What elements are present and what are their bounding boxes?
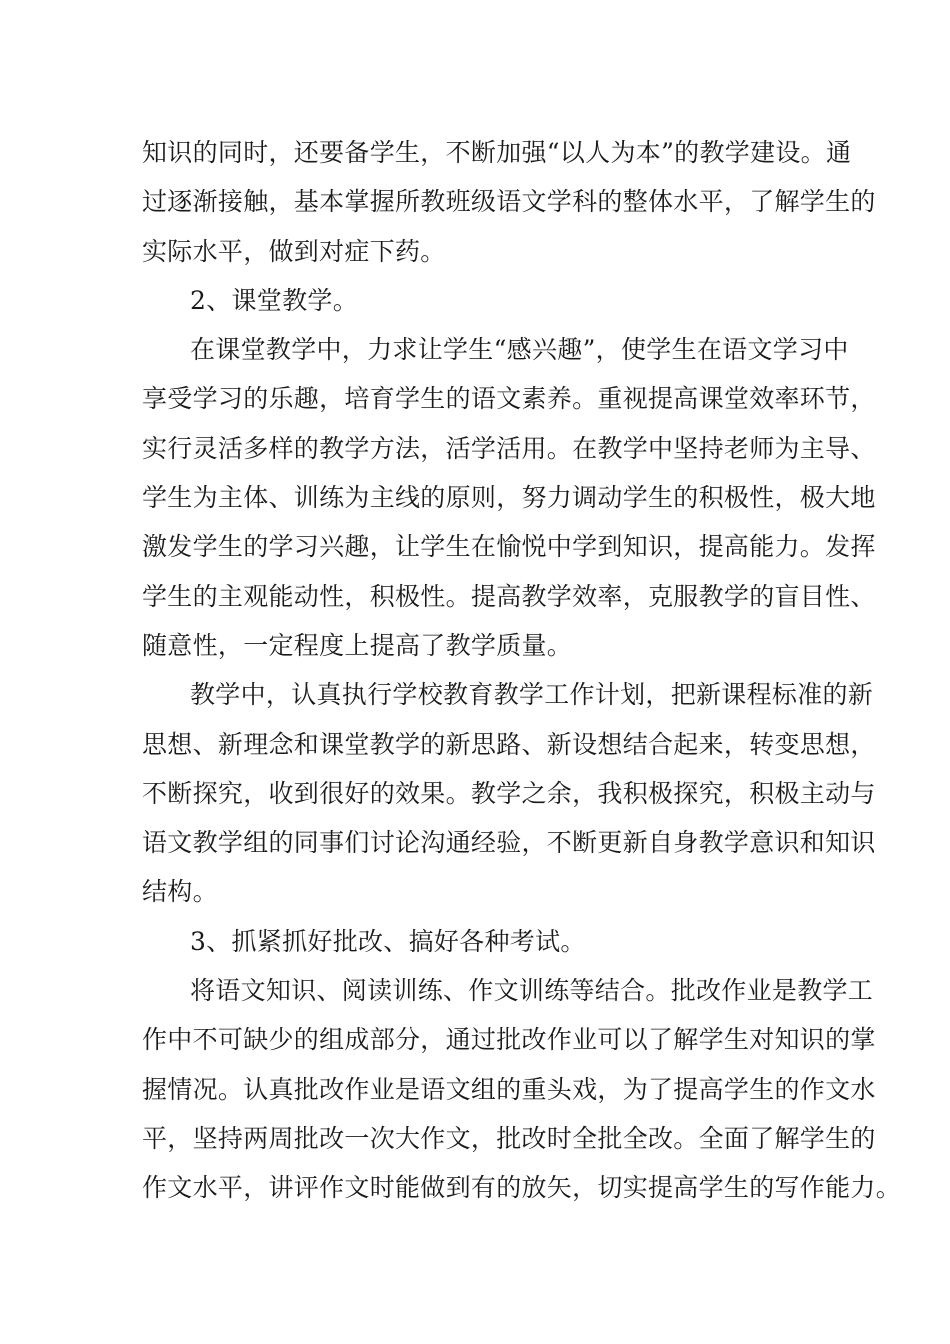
text-line: 知识的同时，还要备学生，不断加强“以人为本”的教学建设。通 xyxy=(142,138,852,167)
section-heading: 3、抓紧抓好批改、搞好各种考试。 xyxy=(190,926,586,956)
text-line: 语文教学组的同事们讨论沟通经验，不断更新自身教学意识和知识 xyxy=(142,828,876,858)
text-line: 享受学习的乐趣，培育学生的语文素养。重视提高课堂效率环节， xyxy=(142,384,876,414)
text-line: 教学中，认真执行学校教育教学工作计划，把新课程标准的新 xyxy=(190,680,874,710)
text-line: 实行灵活多样的教学方法，活学活用。在教学中坚持老师为主导、 xyxy=(142,433,876,463)
text-line: 激发学生的学习兴趣，让学生在愉悦中学到知识，提高能力。发挥 xyxy=(142,532,876,562)
text-line: 将语文知识、阅读训练、作文训练等结合。批改作业是教学工 xyxy=(190,976,874,1006)
text-line: 在课堂教学中，力求让学生“感兴趣”，使学生在语文学习中 xyxy=(190,335,849,365)
text-line: 实际水平，做到对症下药。 xyxy=(142,236,446,266)
text-line: 握情况。认真批改作业是语文组的重头戏，为了提高学生的作文水 xyxy=(142,1074,876,1104)
text-line: 作文水平，讲评作文时能做到有的放矢，切实提高学生的写作能力。 xyxy=(142,1173,902,1203)
body-text xyxy=(142,128,902,1213)
text-line: 结构。 xyxy=(142,877,218,907)
text-line: 学生为主体、训练为主线的原则，努力调动学生的积极性，极大地 xyxy=(142,483,876,513)
text-line: 学生的主观能动性，积极性。提高教学效率，克服教学的盲目性、 xyxy=(142,581,876,611)
text-line: 思想、新理念和课堂教学的新思路、新设想结合起来，转变思想， xyxy=(142,729,876,759)
section-heading: 2、课堂教学。 xyxy=(190,285,359,315)
text-line: 平，坚持两周批改一次大作文，批改时全批全改。全面了解学生的 xyxy=(142,1123,876,1153)
text-line: 作中不可缺少的组成部分，通过批改作业可以了解学生对知识的掌 xyxy=(142,1025,876,1055)
text-line: 不断探究，收到很好的效果。教学之余，我积极探究，积极主动与 xyxy=(142,778,876,808)
text-line: 过逐渐接触，基本掌握所教班级语文学科的整体水平，了解学生的 xyxy=(142,187,876,217)
text-line: 随意性，一定程度上提高了教学质量。 xyxy=(142,630,573,660)
